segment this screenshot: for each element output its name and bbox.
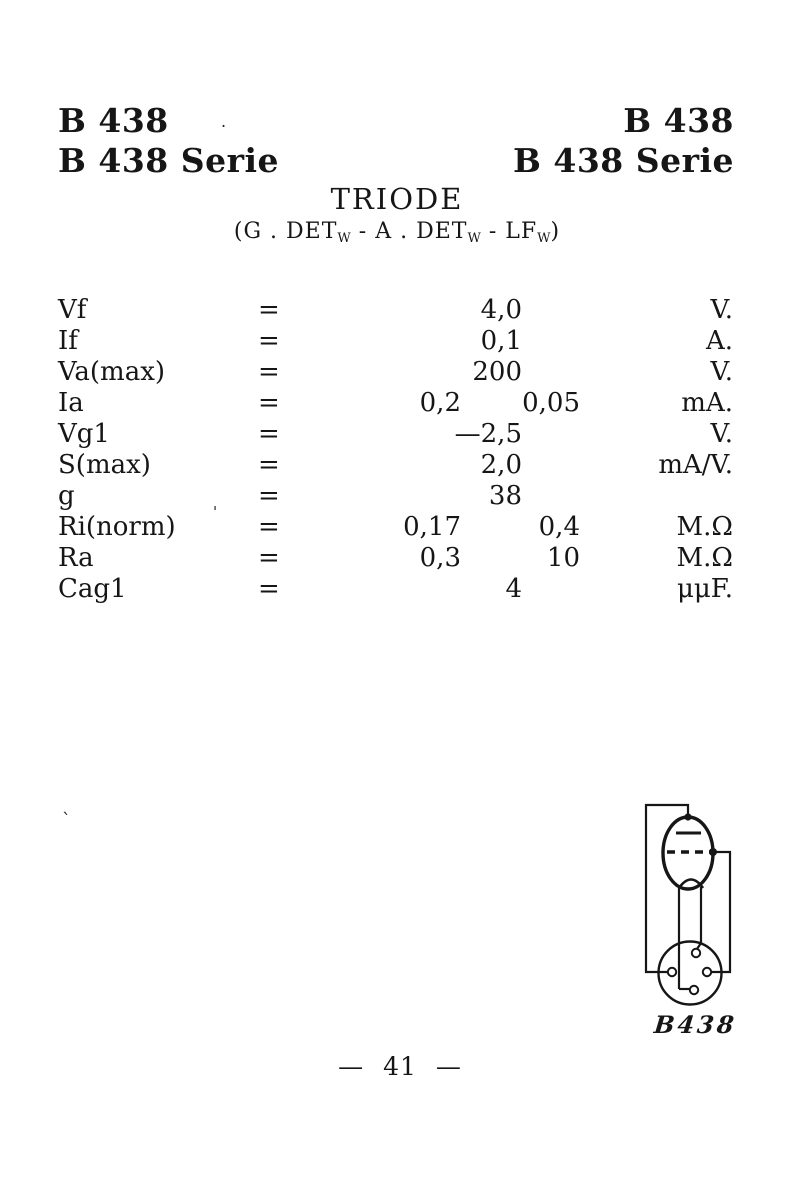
page-number: — 41 — [338, 1052, 462, 1081]
param-value: 0,4 [538, 512, 580, 542]
param-value: —2,5 [454, 419, 522, 449]
scan-speck: ' [213, 503, 218, 521]
param-value: 0,3 [419, 543, 461, 573]
param-value: 38 [488, 481, 522, 511]
subtitle-part: - LF [480, 219, 538, 244]
subtitle-subscript: W [337, 231, 351, 246]
header-right [513, 101, 734, 181]
pin-left [668, 968, 676, 976]
param-label: Ia [58, 388, 84, 418]
param-value: 0,1 [480, 326, 522, 356]
param-unit: M.Ω [676, 512, 733, 542]
param-unit: μμF. [676, 574, 733, 604]
equals-sign: = [258, 419, 280, 449]
param-label: Ri(norm) [58, 512, 176, 542]
param-label: Ra [58, 543, 94, 573]
param-value: 4,0 [480, 295, 522, 325]
param-label: If [58, 326, 78, 356]
subtitle-part: ) [550, 219, 561, 244]
param-label: Va(max) [58, 357, 165, 387]
header-left-line1: B 438 [58, 101, 169, 140]
param-value: 0,2 [419, 388, 461, 418]
param-label: Vf [58, 295, 87, 325]
param-unit [580, 481, 733, 512]
header-left [58, 101, 279, 181]
param-label: g [58, 481, 75, 511]
param-unit: M.Ω [676, 543, 733, 573]
subtitle-subscript: W [467, 231, 481, 246]
subtitle-part: - A . DET [350, 219, 468, 244]
param-label: Vg1 [58, 419, 110, 449]
anode-junction-dot [684, 813, 691, 820]
header-left-line2: B 438 Serie [58, 141, 279, 180]
param-unit: V. [710, 295, 733, 325]
equals-sign: = [258, 357, 280, 387]
param-value: 0,05 [522, 388, 580, 418]
page-title: TRIODE [330, 182, 464, 216]
subtitle-part: (G . DET [233, 219, 338, 244]
equals-sign: = [258, 512, 280, 542]
scan-speck: ` [62, 810, 71, 831]
param-unit: V. [710, 357, 733, 387]
param-value: 0,17 [403, 512, 461, 542]
equals-sign: = [258, 574, 280, 604]
param-value: 200 [472, 357, 522, 387]
equals-sign: = [258, 295, 280, 325]
grid-junction-dot [709, 848, 717, 856]
param-unit: V. [710, 419, 733, 449]
scan-speck: . [221, 112, 227, 131]
tube-pinout-diagram [630, 795, 745, 1010]
param-label: Cag1 [58, 574, 127, 604]
param-unit: mA. [681, 388, 733, 418]
header-right-line2: B 438 Serie [513, 141, 734, 180]
tube-type-label: B438 [652, 1010, 739, 1039]
parameter-table [58, 295, 733, 605]
equals-sign: = [258, 543, 280, 573]
stem-right-lead [697, 887, 701, 949]
pin-right [703, 968, 711, 976]
param-value: 10 [546, 543, 580, 573]
param-label: S(max) [58, 450, 151, 480]
param-value: 4 [505, 574, 522, 604]
pin-top [692, 949, 700, 957]
equals-sign: = [258, 326, 280, 356]
page-subtitle [0, 219, 794, 244]
subtitle-subscript: W [537, 231, 551, 246]
param-unit: A. [705, 326, 733, 356]
param-unit: mA/V. [658, 450, 733, 480]
equals-sign: = [258, 450, 280, 480]
equals-sign: = [258, 481, 280, 511]
param-value: 2,0 [480, 450, 522, 480]
header-right-line1: B 438 [623, 101, 734, 140]
equals-sign: = [258, 388, 280, 418]
pin-bottom [690, 986, 698, 994]
